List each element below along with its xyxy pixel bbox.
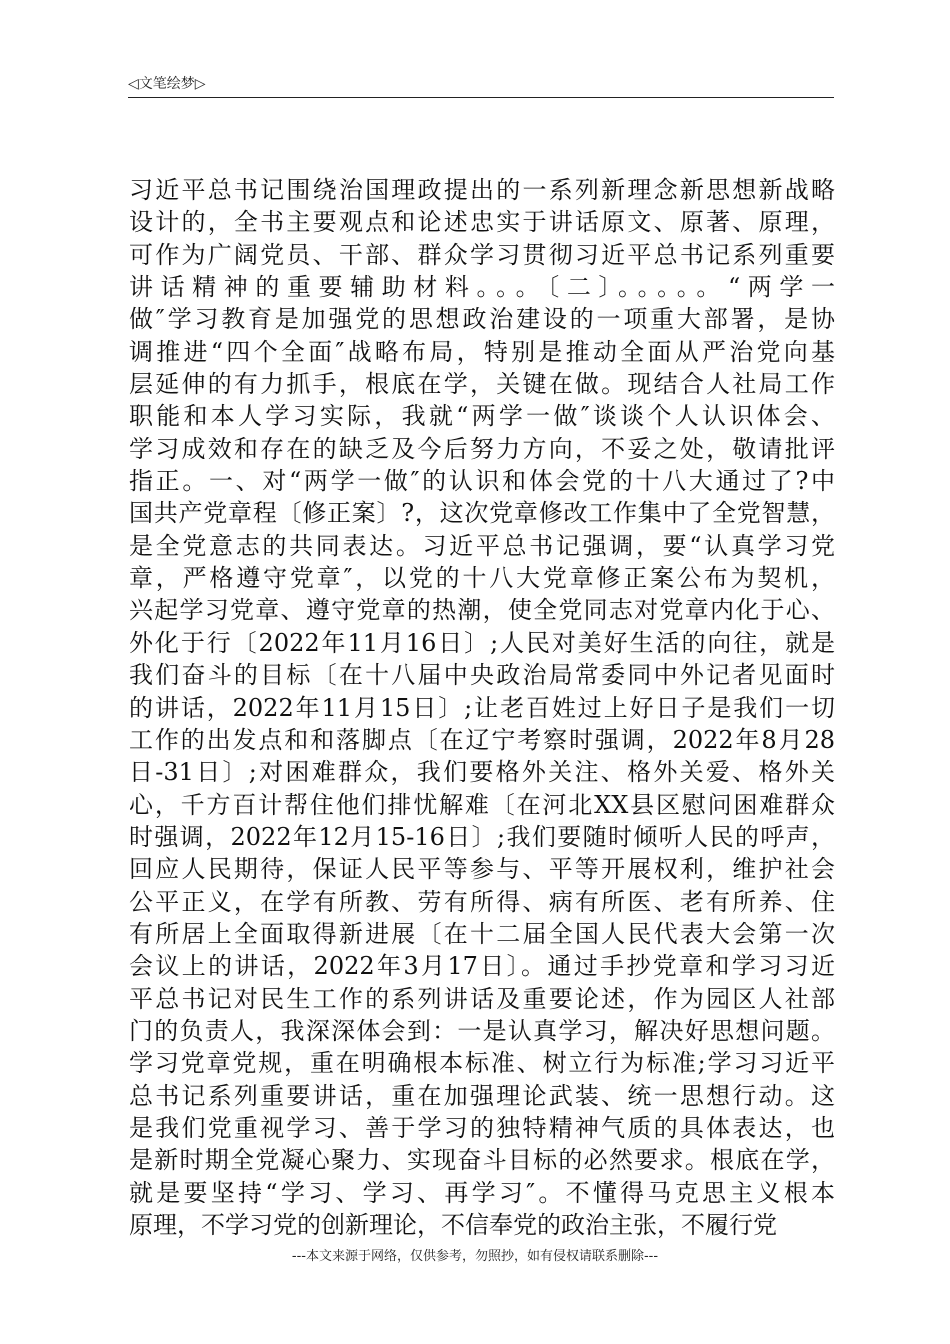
- body-line: 职能和本人学习实际，我就“两学一做″谈谈个人认识体会、: [129, 402, 835, 431]
- body-line: 平总书记对民生工作的系列讲话及重要论述，作为园区人社部: [129, 984, 835, 1013]
- header-title: ◁文笔绘梦▷: [128, 76, 206, 92]
- body-line: 层延伸的有力抓手，根底在学，关键在做。现结合人社局工作: [129, 370, 835, 399]
- body-line: 门的负责人，我深深体会到：一是认真学习，解决好思想问题。: [129, 1016, 835, 1045]
- body-line: 就是要坚持“学习、学习、再学习″。不懂得马克思主义根本: [129, 1178, 835, 1207]
- body-line: 公平正义，在学有所教、劳有所得、病有所医、老有所养、住: [129, 887, 835, 916]
- body-line: 有所居上全面取得新进展〔在十二届全国人民代表大会第一次: [129, 919, 835, 948]
- body-line: 习近平总书记围绕治国理政提出的一系列新理念新思想新战略: [129, 176, 835, 204]
- body-line: 设计的，全书主要观点和论述忠实于讲话原文、原著、原理，: [129, 208, 835, 237]
- body-line: 章，严格遵守党章″，以党的十八大党章修正案公布为契机，: [129, 564, 835, 593]
- body-line: 调推进“四个全面″战略布局，特别是推动全面从严治党向基: [129, 337, 835, 366]
- document-body: [129, 174, 835, 1241]
- body-line: 国共产党章程〔修正案〕?，这次党章修改工作集中了全党智慧，: [129, 499, 835, 528]
- body-line: 原理，不学习党的创新理论，不信奉党的政治主张，不履行党: [129, 1211, 777, 1239]
- body-line: 总书记系列重要讲话，重在加强理论武装、统一思想行动。这: [129, 1081, 835, 1110]
- header-divider: [128, 97, 834, 98]
- body-line: 学习成效和存在的缺乏及今后努力方向，不妥之处，敬请批评: [129, 434, 835, 463]
- body-line: 外化于行〔2022年11月16日〕;人民对美好生活的向往，就是: [129, 628, 835, 657]
- body-line: 可作为广阔党员、干部、群众学习贯彻习近平总书记系列重要: [129, 240, 835, 269]
- page-footer: ---本文来源于网络，仅供参考，勿照抄，如有侵权请联系删除---: [291, 1249, 659, 1264]
- body-line: 时强调，2022年12月15-16日〕;我们要随时倾听人民的呼声，: [129, 822, 835, 851]
- body-line: 学习党章党规，重在明确根本标准、树立行为标准;学习习近平: [129, 1049, 835, 1078]
- body-line: 会议上的讲话，2022年3月17日〕。通过手抄党章和学习习近: [129, 952, 835, 981]
- body-line: 指正。一、对“两学一做″的认识和体会党的十八大通过了?中: [129, 467, 835, 496]
- body-line: 是我们党重视学习、善于学习的独特精神气质的具体表达，也: [129, 1113, 835, 1142]
- body-line: 日-31日〕;对困难群众，我们要格外关注、格外关爱、格外关: [129, 758, 835, 787]
- body-line: 工作的出发点和和落脚点〔在辽宁考察时强调，2022年8月28: [129, 725, 835, 754]
- body-line: 兴起学习党章、遵守党章的热潮，使全党同志对党章内化于心、: [129, 596, 835, 625]
- body-line: 心，千方百计帮住他们排忧解难〔在河北XX县区慰问困难群众: [129, 790, 835, 819]
- body-line: 做″学习教育是加强党的思想政治建设的一项重大部署，是协: [129, 305, 835, 334]
- body-line: 我们奋斗的目标〔在十八届中央政治局常委同中外记者见面时: [129, 661, 835, 690]
- body-line: 回应人民期待，保证人民平等参与、平等开展权利，维护社会: [129, 855, 835, 884]
- body-line: 是新时期全党凝心聚力、实现奋斗目标的必然要求。根底在学，: [129, 1146, 835, 1175]
- page-header: [128, 74, 834, 98]
- body-line: 是全党意志的共同表达。习近平总书记强调，要“认真学习党: [129, 531, 835, 560]
- body-line: 的讲话，2022年11月15日〕;让老百姓过上好日子是我们一切: [129, 693, 835, 722]
- body-line: 讲话精神的重要辅助材料。。。〔二〕。。。。。“两学一: [129, 273, 835, 302]
